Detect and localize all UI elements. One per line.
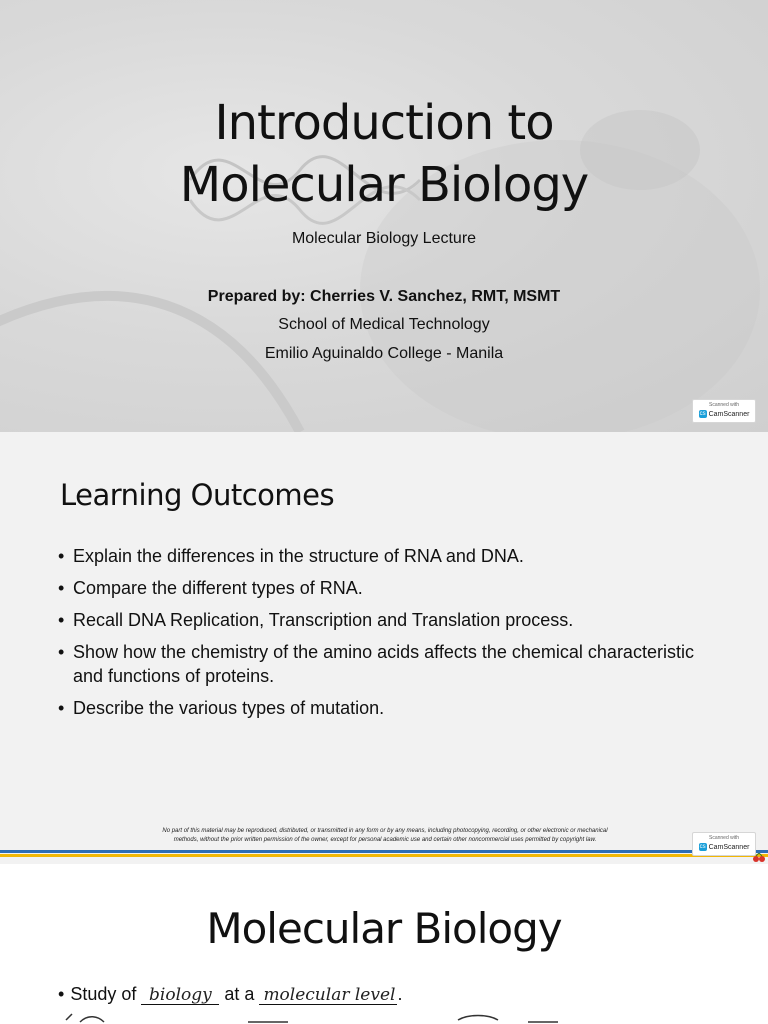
slide-title: [0, 92, 768, 216]
handwritten-blank-biology: biology: [141, 986, 219, 1005]
list-item: • Explain the differences in the structure of RNA and DNA.: [58, 544, 698, 568]
molecular-biology-slide: [0, 864, 768, 1024]
molecular-biology-heading: Molecular Biology: [206, 904, 562, 953]
handwritten-blank-molecular-level: molecular level: [259, 986, 397, 1005]
camscanner-badge: [692, 832, 756, 856]
bullet-mid: at a: [224, 984, 255, 1004]
learning-outcomes-heading: Learning Outcomes: [60, 478, 335, 512]
learning-outcomes-slide: [0, 432, 768, 864]
stripe-blue: [0, 850, 768, 853]
slide-subtitle: Molecular Biology Lecture: [291, 230, 477, 247]
camscanner-logo-icon: cs: [699, 844, 706, 850]
badge-top-text: Scanned with: [708, 835, 740, 841]
cut-off-handwriting: [58, 1012, 578, 1024]
school-name: School of Medical Technology: [278, 316, 490, 333]
list-item: • Show how the chemistry of the amino acids affects the chemical characteristic and functions of proteins.: [58, 640, 698, 688]
copyright-line-1: No part of this material may be reproduced, distributed, or transmitted in any form or by any means, including photocopying, recording, or other electronic or mechanical: [162, 828, 608, 834]
camscanner-logo-icon: cs: [699, 411, 706, 417]
bullet-prefix: Study of: [70, 984, 137, 1004]
list-item: • Describe the various types of mutation.: [58, 696, 698, 720]
badge-brand-text: CamScanner: [708, 410, 750, 418]
list-item: • Compare the different types of RNA.: [58, 576, 698, 600]
footer-stripes: [0, 848, 768, 858]
bullet-end: .: [397, 984, 403, 1004]
badge-brand-text: CamScanner: [708, 843, 750, 851]
badge-top-text: Scanned with: [708, 402, 740, 408]
prepared-by: Prepared by: Cherries V. Sanchez, RMT, MSMT: [207, 288, 561, 305]
cherry-icon: [752, 853, 766, 863]
camscanner-badge: [692, 399, 756, 423]
copyright-line-2: methods, without the prior written permission of the owner, except for personal academic use and certain other noncommercial uses permitted by copyright law.: [173, 837, 597, 843]
bullet-dot: •: [58, 984, 65, 1004]
college-name: Emilio Aguinaldo College - Manila: [264, 345, 504, 362]
outcomes-list: [58, 544, 698, 728]
background-decoration: [0, 0, 768, 432]
study-bullet: [58, 984, 402, 1005]
title-line-1: Introduction to: [214, 95, 554, 151]
copyright-notice: [100, 827, 670, 845]
stripe-yellow: [0, 854, 768, 857]
title-slide: [0, 0, 768, 432]
list-item: • Recall DNA Replication, Transcription and Translation process.: [58, 608, 698, 632]
title-line-2: Molecular Biology: [179, 157, 589, 213]
